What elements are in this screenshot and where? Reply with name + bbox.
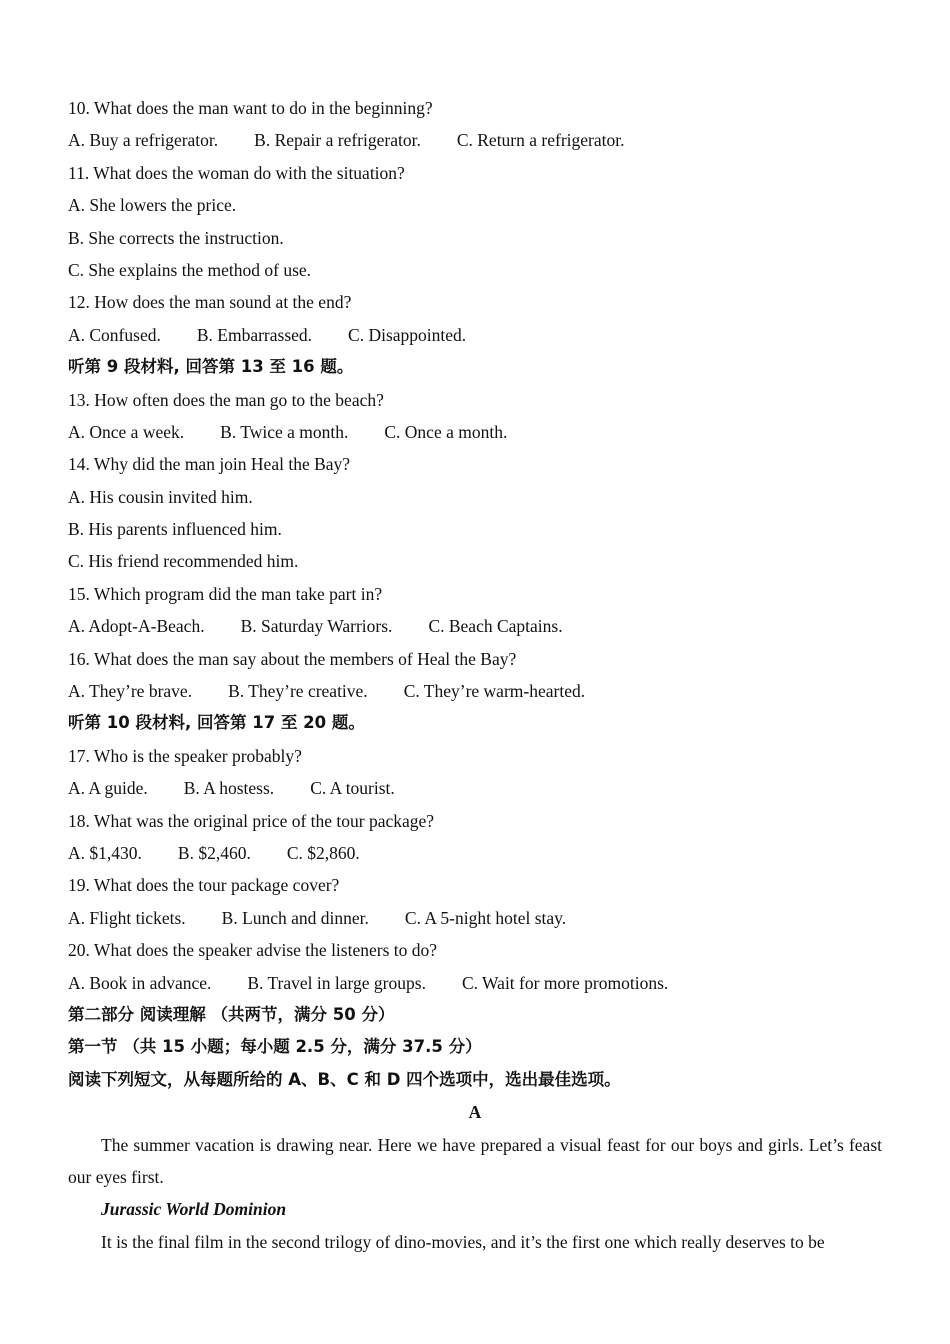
option-c: C. Wait for more promotions. <box>461 972 669 993</box>
part-two-heading: 第二部分 阅读理解 （共两节，满分 50 分） <box>68 1004 395 1024</box>
option-b: B. She corrects the instruction. <box>68 227 284 248</box>
question-10: 10. What does the man want to do in the beginning? <box>68 98 433 118</box>
document-page <box>68 92 882 1258</box>
section-heading-9: 听第 9 段材料, 回答第 13 至 16 题。 <box>68 357 354 377</box>
question-20: 20. What does the speaker advise the listeners to do? <box>68 940 438 961</box>
option-c: C. Disappointed. <box>348 324 467 345</box>
option-a: A. Confused. <box>68 324 161 345</box>
option-a: A. Book in advance. <box>68 972 212 993</box>
option-b: B. His parents influenced him. <box>68 519 282 540</box>
reading-instruction: 阅读下列短文，从每题所给的 A、B、C 和 D 四个选项中，选出最佳选项。 <box>68 1069 621 1089</box>
option-b: B. Repair a refrigerator. <box>254 130 421 151</box>
option-b: B. Twice a month. <box>220 421 349 442</box>
question-16: 16. What does the man say about the members of Heal the Bay? <box>68 648 517 669</box>
options-18 <box>68 837 882 869</box>
question-13: 13. How often does the man go to the beach? <box>68 389 384 410</box>
option-b: B. They’re creative. <box>228 681 368 702</box>
option-c: C. A 5-night hotel stay. <box>404 907 567 928</box>
passage-intro: The summer vacation is drawing near. Here we have prepared a visual feast for our boys and girls. Let’s feast our eyes first. <box>68 1134 882 1187</box>
option-b: B. Embarrassed. <box>196 324 313 345</box>
option-c: C. Beach Captains. <box>428 616 563 637</box>
option-b: B. Lunch and dinner. <box>221 907 369 928</box>
option-b: B. Saturday Warriors. <box>240 616 393 637</box>
option-c: C. She explains the method of use. <box>68 259 312 280</box>
option-c: C. $2,860. <box>286 842 360 863</box>
question-12: 12. How does the man sound at the end? <box>68 292 352 313</box>
option-c: C. Once a month. <box>384 421 508 442</box>
option-a: A. Flight tickets. <box>68 907 186 928</box>
option-c: C. A tourist. <box>310 778 395 799</box>
options-13 <box>68 416 882 448</box>
question-14: 14. Why did the man join Heal the Bay? <box>68 454 351 475</box>
option-a: A. She lowers the price. <box>68 195 237 216</box>
section-one-heading: 第一节 （共 15 小题；每小题 2.5 分，满分 37.5 分） <box>68 1037 482 1057</box>
options-10 <box>68 124 882 156</box>
option-a: A. They’re brave. <box>68 681 193 702</box>
passage-label: A <box>468 1102 482 1123</box>
option-a: A. His cousin invited him. <box>68 486 253 507</box>
option-c: C. Return a refrigerator. <box>456 130 625 151</box>
option-b: B. A hostess. <box>183 778 275 799</box>
option-a: A. $1,430. <box>68 842 142 863</box>
options-17 <box>68 772 882 804</box>
options-20 <box>68 967 882 999</box>
options-12 <box>68 319 882 351</box>
film-title: Jurassic World Dominion <box>101 1199 287 1220</box>
question-15: 15. Which program did the man take part in? <box>68 583 383 604</box>
option-a: A. A guide. <box>68 778 148 799</box>
question-19: 19. What does the tour package cover? <box>68 875 340 896</box>
section-heading-10: 听第 10 段材料, 回答第 17 至 20 题。 <box>68 713 365 733</box>
options-16 <box>68 675 882 707</box>
film-description: It is the final film in the second trilogy of dino-movies, and it’s the first one which really deserves to be <box>101 1231 825 1252</box>
option-a: A. Adopt-A-Beach. <box>68 616 205 637</box>
option-b: B. Travel in large groups. <box>247 972 426 993</box>
question-17: 17. Who is the speaker probably? <box>68 745 302 766</box>
option-c: C. They’re warm-hearted. <box>403 681 586 702</box>
options-19 <box>68 902 882 934</box>
option-b: B. $2,460. <box>177 842 251 863</box>
option-c: C. His friend recommended him. <box>68 551 299 572</box>
option-a: A. Once a week. <box>68 421 185 442</box>
option-a: A. Buy a refrigerator. <box>68 130 219 151</box>
options-15 <box>68 610 882 642</box>
question-18: 18. What was the original price of the tour package? <box>68 810 435 831</box>
question-11: 11. What does the woman do with the situation? <box>68 162 405 183</box>
